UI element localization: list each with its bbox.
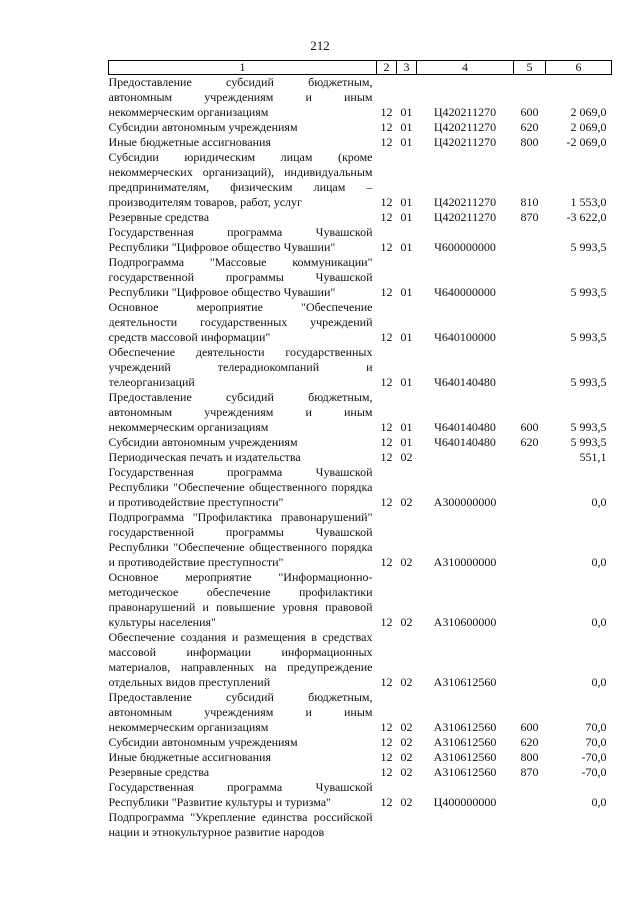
table-row	[109, 810, 612, 840]
column-header-subsection: 3	[397, 61, 417, 75]
row-name-cell: Субсидии автономным учреждениям	[108, 435, 298, 449]
row-expense-type-cell	[514, 465, 546, 510]
row-name-cell: Иные бюджетные ассигнования	[108, 750, 271, 764]
row-amount-cell: 5 993,5	[570, 240, 607, 254]
row-expense-type-cell	[514, 810, 546, 840]
row-target-article-cell: Ч600000000	[434, 240, 496, 254]
row-expense-type-cell: 800	[520, 750, 539, 764]
table-row	[109, 135, 612, 150]
row-amount-cell: 0,0	[591, 675, 607, 689]
row-name-cell: Обеспечение создания и размещения в средствах массовой информации информационных материалов, направленных на предупреждение отдельных видов преступлений	[108, 630, 373, 689]
row-section-cell: 12	[380, 330, 393, 344]
row-target-article-cell: Ч640140480	[434, 435, 496, 449]
table-row	[109, 510, 612, 570]
row-expense-type-cell: 620	[520, 120, 539, 134]
row-name-cell: Периодическая печать и издательства	[108, 450, 301, 464]
row-section-cell: 12	[380, 750, 393, 764]
row-target-article-cell: Ц420211270	[433, 105, 497, 119]
row-target-article-cell: Ц420211270	[433, 120, 497, 134]
row-expense-type-cell: 600	[520, 720, 539, 734]
row-name-cell: Субсидии автономным учреждениям	[108, 735, 298, 749]
row-name-cell: Основное мероприятие "Информационно-методическое обеспечение профилактики правонарушений и повышение уровня правовой культуры населения"	[108, 570, 373, 629]
row-target-article-cell: А310000000	[433, 555, 497, 569]
row-expense-type-cell: 870	[520, 210, 539, 224]
row-subsection-cell: 01	[400, 135, 413, 149]
row-target-article-cell	[417, 810, 514, 840]
row-expense-type-cell: 870	[520, 765, 539, 779]
table-row	[109, 75, 612, 121]
row-expense-type-cell	[514, 345, 546, 390]
table-row	[109, 690, 612, 735]
row-target-article-cell: Ч640140480	[434, 375, 496, 389]
table-row	[109, 300, 612, 345]
row-amount-cell: 1 553,0	[570, 195, 607, 209]
column-header-amount: 6	[546, 61, 612, 75]
row-amount-cell: 0,0	[591, 555, 607, 569]
row-target-article-cell: А310612560	[433, 720, 497, 734]
row-section-cell	[377, 810, 397, 840]
row-subsection-cell: 02	[400, 720, 413, 734]
row-expense-type-cell	[514, 780, 546, 810]
row-target-article-cell: А300000000	[433, 495, 497, 509]
row-expense-type-cell: 600	[520, 420, 539, 434]
row-section-cell: 12	[380, 135, 393, 149]
row-name-cell: Иные бюджетные ассигнования	[108, 135, 271, 149]
table-row	[109, 765, 612, 780]
row-subsection-cell: 02	[400, 750, 413, 764]
row-target-article-cell: А310612560	[433, 675, 497, 689]
row-target-article-cell: Ч640000000	[434, 285, 496, 299]
table-row	[109, 570, 612, 630]
row-target-article-cell: Ц420211270	[433, 210, 497, 224]
row-name-cell: Субсидии автономным учреждениям	[108, 120, 298, 134]
row-amount-cell: 551,1	[579, 450, 607, 464]
table-row	[109, 465, 612, 510]
row-name-cell: Государственная программа Чувашской Республики "Обеспечение общественного порядка и противодействие преступности"	[108, 465, 373, 509]
row-expense-type-cell	[514, 300, 546, 345]
row-target-article-cell: Ц400000000	[433, 795, 497, 809]
row-subsection-cell: 01	[400, 240, 413, 254]
row-name-cell: Государственная программа Чувашской Республики "Цифровое общество Чувашии"	[108, 225, 373, 254]
row-expense-type-cell	[514, 570, 546, 630]
table-row	[109, 450, 612, 465]
row-expense-type-cell	[514, 510, 546, 570]
column-header-expense-type: 5	[514, 61, 546, 75]
row-section-cell: 12	[380, 450, 393, 464]
row-expense-type-cell: 800	[520, 135, 539, 149]
row-section-cell: 12	[380, 795, 393, 809]
row-amount-cell: 2 069,0	[570, 105, 607, 119]
row-target-article-cell: Ц420211270	[433, 135, 497, 149]
row-name-cell: Предоставление субсидий бюджетным, автономным учреждениям и иным некоммерческим организациям	[108, 390, 373, 434]
row-amount-cell: -3 622,0	[566, 210, 607, 224]
row-subsection-cell: 01	[400, 330, 413, 344]
table-row	[109, 435, 612, 450]
row-section-cell: 12	[380, 555, 393, 569]
row-subsection-cell: 02	[400, 450, 413, 464]
row-name-cell: Подпрограмма "Массовые коммуникации" государственной программы Чувашской Республики "Цифровое общество Чувашии"	[108, 255, 373, 299]
table-row	[109, 390, 612, 435]
row-target-article-cell: А310612560	[433, 765, 497, 779]
table-body	[109, 75, 612, 841]
row-amount-cell: 0,0	[591, 615, 607, 629]
row-target-article-cell: Ц420211270	[433, 195, 497, 209]
row-target-article-cell	[417, 450, 514, 465]
row-subsection-cell: 01	[400, 420, 413, 434]
row-target-article-cell: Ч640140480	[434, 420, 496, 434]
row-amount-cell: 5 993,5	[570, 435, 607, 449]
row-target-article-cell: А310612560	[433, 750, 497, 764]
row-expense-type-cell	[514, 450, 546, 465]
row-name-cell: Обеспечение деятельности государственных учреждений телерадиокомпаний и телеорганизаций	[108, 345, 373, 389]
row-amount-cell: 0,0	[591, 795, 607, 809]
column-header-row	[109, 61, 612, 75]
row-amount-cell: 70,0	[585, 735, 607, 749]
column-header-target-article: 4	[417, 61, 514, 75]
row-section-cell: 12	[380, 495, 393, 509]
row-subsection-cell: 02	[400, 555, 413, 569]
table-row	[109, 120, 612, 135]
page-number: 212	[310, 38, 330, 53]
row-subsection-cell: 01	[400, 210, 413, 224]
row-section-cell: 12	[380, 195, 393, 209]
row-name-cell: Предоставление субсидий бюджетным, автономным учреждениям и иным некоммерческим организациям	[108, 690, 373, 734]
row-amount-cell: -70,0	[581, 765, 607, 779]
row-section-cell: 12	[380, 120, 393, 134]
row-name-cell: Подпрограмма "Укрепление единства российской нации и этнокультурное развитие народов	[108, 810, 373, 839]
row-subsection-cell: 01	[400, 105, 413, 119]
row-amount-cell: 0,0	[591, 495, 607, 509]
row-subsection-cell: 02	[400, 735, 413, 749]
column-header-name: 1	[109, 61, 377, 75]
row-amount-cell: 5 993,5	[570, 420, 607, 434]
row-subsection-cell: 02	[400, 495, 413, 509]
row-subsection-cell: 01	[400, 120, 413, 134]
row-subsection-cell	[397, 810, 417, 840]
row-target-article-cell: Ч640100000	[434, 330, 496, 344]
row-amount-cell: 2 069,0	[570, 120, 607, 134]
row-section-cell: 12	[380, 735, 393, 749]
row-section-cell: 12	[380, 420, 393, 434]
row-expense-type-cell: 620	[520, 735, 539, 749]
row-expense-type-cell	[514, 630, 546, 690]
row-subsection-cell: 01	[400, 375, 413, 389]
row-target-article-cell: А310600000	[433, 615, 497, 629]
row-expense-type-cell	[514, 255, 546, 300]
table-row	[109, 750, 612, 765]
row-name-cell: Резервные средства	[108, 210, 210, 224]
row-name-cell: Государственная программа Чувашской Республики "Развитие культуры и туризма"	[108, 780, 373, 809]
row-expense-type-cell: 810	[520, 195, 539, 209]
row-section-cell: 12	[380, 105, 393, 119]
row-name-cell: Резервные средства	[108, 765, 210, 779]
row-subsection-cell: 01	[400, 285, 413, 299]
table-row	[109, 150, 612, 210]
row-subsection-cell: 02	[400, 615, 413, 629]
row-name-cell: Подпрограмма "Профилактика правонарушений" государственной программы Чувашской Республики "Обеспечение общественного порядка и противодействие преступности"	[108, 510, 373, 569]
table-row	[109, 210, 612, 225]
row-section-cell: 12	[380, 210, 393, 224]
row-amount-cell: -70,0	[581, 750, 607, 764]
row-name-cell: Предоставление субсидий бюджетным, автономным учреждениям и иным некоммерческим организациям	[108, 75, 373, 119]
row-section-cell: 12	[380, 435, 393, 449]
row-amount-cell	[546, 810, 612, 840]
row-amount-cell: 5 993,5	[570, 375, 607, 389]
row-expense-type-cell	[514, 225, 546, 255]
table-row	[109, 255, 612, 300]
table-row	[109, 780, 612, 810]
row-section-cell: 12	[380, 285, 393, 299]
row-section-cell: 12	[380, 675, 393, 689]
table-row	[109, 630, 612, 690]
row-target-article-cell: А310612560	[433, 735, 497, 749]
row-subsection-cell: 01	[400, 195, 413, 209]
column-header-section: 2	[377, 61, 397, 75]
row-amount-cell: 70,0	[585, 720, 607, 734]
budget-table	[108, 60, 612, 840]
row-subsection-cell: 02	[400, 795, 413, 809]
row-name-cell: Основное мероприятие "Обеспечение деятельности государственных учреждений средств массовой информации"	[108, 300, 373, 344]
table-row	[109, 225, 612, 255]
row-section-cell: 12	[380, 765, 393, 779]
row-section-cell: 12	[380, 240, 393, 254]
row-subsection-cell: 02	[400, 765, 413, 779]
row-expense-type-cell: 600	[520, 105, 539, 119]
row-expense-type-cell: 620	[520, 435, 539, 449]
row-amount-cell: 5 993,5	[570, 330, 607, 344]
row-section-cell: 12	[380, 615, 393, 629]
row-subsection-cell: 02	[400, 675, 413, 689]
row-amount-cell: -2 069,0	[566, 135, 607, 149]
table-row	[109, 345, 612, 390]
row-subsection-cell: 01	[400, 435, 413, 449]
table-row	[109, 735, 612, 750]
row-section-cell: 12	[380, 375, 393, 389]
row-name-cell: Субсидии юридическим лицам (кроме некоммерческих организаций), индивидуальным предпринимателям, физическим лицам – производителям товаров, работ, услуг	[108, 150, 373, 209]
row-amount-cell: 5 993,5	[570, 285, 607, 299]
row-section-cell: 12	[380, 720, 393, 734]
